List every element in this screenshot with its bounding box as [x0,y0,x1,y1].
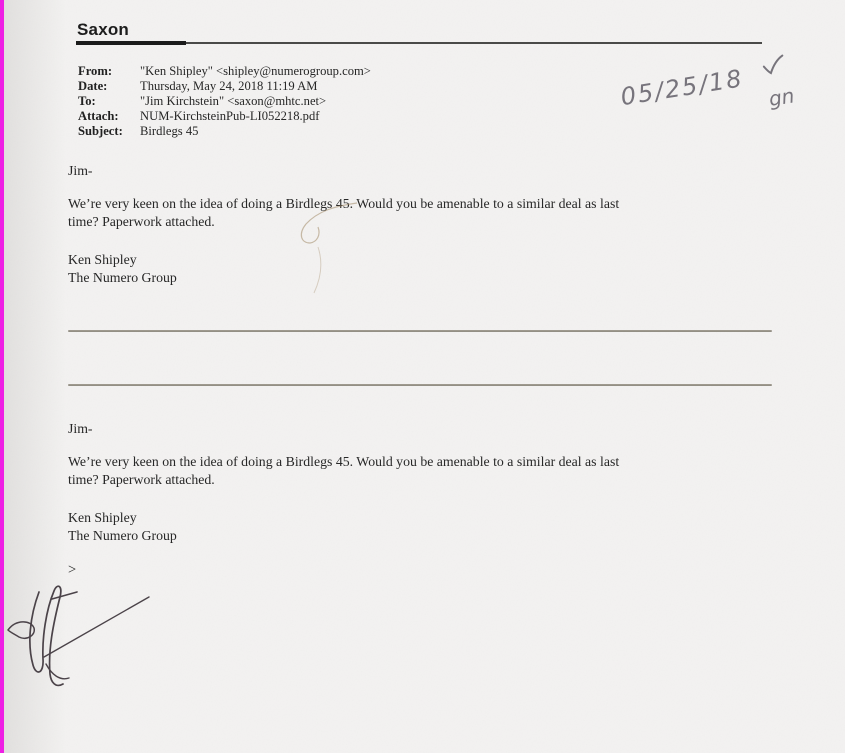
quote-marker: > [68,562,77,578]
greeting: Jim- [68,163,93,178]
page-title: Saxon [77,20,130,39]
scanner-edge-strip [0,0,4,753]
body-line-1: We’re very keen on the idea of doing a Birdlegs 45. Would you be amenable to a similar deal as last [68,196,620,211]
page-edge-shadow [4,0,66,753]
signoff-org-quoted: The Numero Group [68,528,177,543]
handwritten-annotation [608,44,828,124]
email-body-original [68,162,619,287]
to-label: To: [78,94,96,109]
subject-value: Birdlegs 45 [140,124,199,139]
header-row-date [78,79,371,94]
divider-line-top [68,330,772,332]
title-underline [76,41,186,45]
attach-label: Attach: [78,109,119,124]
date-label: Date: [78,79,108,94]
date-value: Thursday, May 24, 2018 11:19 AM [140,79,318,94]
signoff-name: Ken Shipley [68,252,137,267]
handwritten-signature [2,582,172,702]
header-row-from [78,64,371,79]
greeting-quoted: Jim- [68,421,93,436]
subject-label: Subject: [78,124,123,139]
header-row-to [78,94,371,109]
header-row-subject [78,124,371,139]
handwritten-date-text: 05/25/18 [618,64,746,112]
body-paragraph [68,195,619,231]
from-value: "Ken Shipley" <shipley@numerogroup.com> [140,64,371,78]
body-line-2-quoted: time? Paperwork attached. [68,472,215,487]
body-line-1-quoted: We’re very keen on the idea of doing a Birdlegs 45. Would you be amenable to a similar deal as last [68,454,620,469]
divider-line-bottom [68,384,772,386]
email-body-quoted [68,420,619,545]
email-header-block [78,64,371,139]
header-row-attach [78,109,371,124]
from-label: From: [78,64,113,78]
handwritten-initials-text: gn [767,83,796,112]
signoff [68,251,619,287]
checkmark-icon [763,56,785,74]
signoff-quoted [68,509,619,545]
body-paragraph-quoted [68,453,619,489]
attach-value: NUM-KirchsteinPub-LI052218.pdf [140,109,320,124]
body-line-2: time? Paperwork attached. [68,214,215,229]
signoff-org: The Numero Group [68,270,177,285]
signoff-name-quoted: Ken Shipley [68,510,137,525]
to-value: "Jim Kirchstein" <saxon@mhtc.net> [140,94,327,109]
